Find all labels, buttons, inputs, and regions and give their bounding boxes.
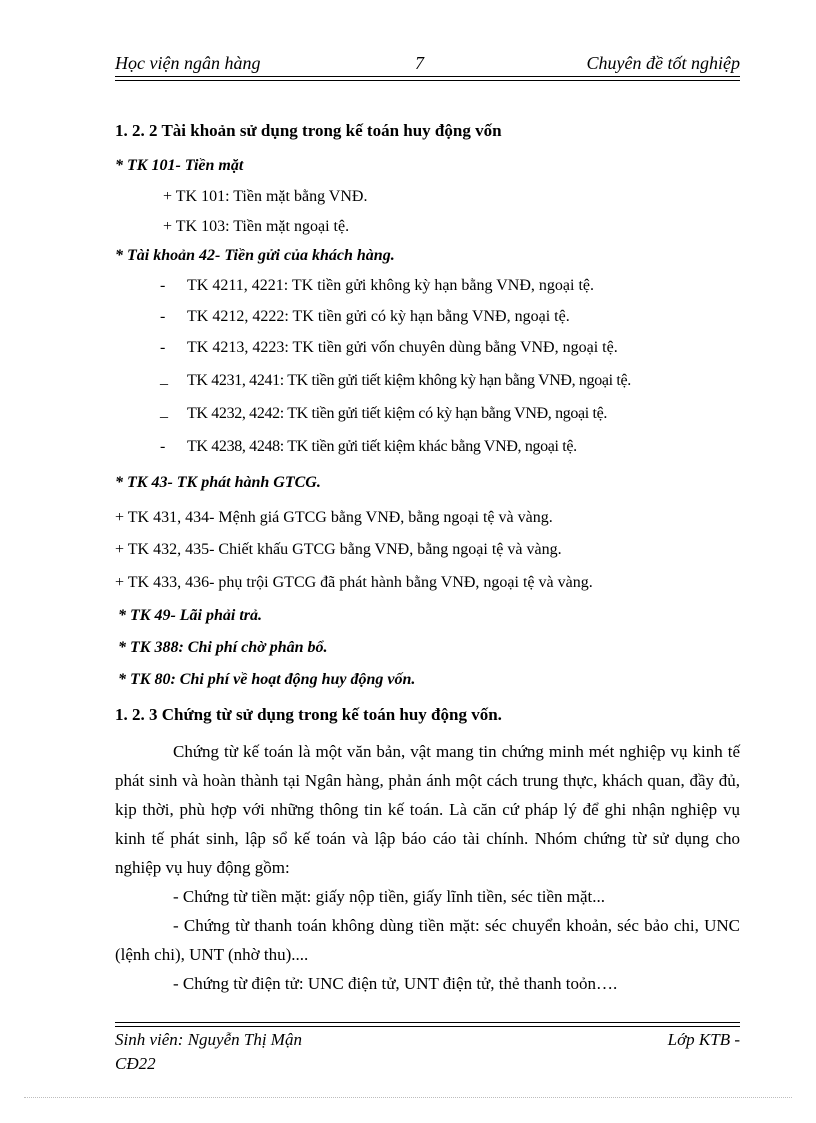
- tk42-bullet: _: [160, 370, 168, 387]
- page-header: [115, 50, 740, 78]
- voucher-cash-item: - Chứng từ tiền mặt: giấy nộp tiền, giấy lĩnh tiền, séc tiền mặt...: [173, 887, 606, 906]
- tk80-title: * TK 80: Chi phí về hoạt động huy động vốn.: [118, 671, 416, 688]
- tk101-item: + TK 101: Tiền mặt bằng VNĐ.: [163, 188, 368, 205]
- footer-student: Sinh viên: Nguyễn Thị Mận: [115, 1030, 302, 1049]
- page-footer: [115, 1028, 740, 1076]
- tk388-title: * TK 388: Chi phí chờ phân bổ.: [118, 639, 328, 656]
- tk42-bullet: -: [160, 339, 166, 356]
- tk43-item: + TK 433, 436- phụ trội GTCG đã phát hành bằng VNĐ, ngoại tệ và vàng.: [115, 574, 593, 591]
- tk42-item: TK 4213, 4223: TK tiền gửi vốn chuyên dùng bằng VNĐ, ngoại tệ.: [187, 339, 618, 356]
- tk43-item: + TK 432, 435- Chiết khấu GTCG bằng VNĐ, bằng ngoại tệ và vàng.: [115, 541, 562, 558]
- section-heading-122: 1. 2. 2 Tài khoản sử dụng trong kế toán huy động vốn: [115, 121, 502, 140]
- footer-rule-bottom: [115, 1026, 740, 1027]
- page-number: 7: [415, 53, 424, 73]
- tk42-item: TK 4238, 4248: TK tiền gửi tiết kiệm khác bằng VNĐ, ngoại tệ.: [187, 438, 577, 455]
- footer-class: Lớp KTB -: [667, 1030, 740, 1049]
- header-document-type: Chuyên đề tốt nghiệp: [586, 53, 740, 73]
- section-heading-123: 1. 2. 3 Chứng từ sử dụng trong kế toán huy động vốn.: [115, 705, 502, 724]
- paragraph-text: Chứng từ kế toán là một văn bản, vật mang tin chứng minh mét nghiệp vụ kinh tế phát sinh và hoàn thành tại Ngân hàng, phản ánh một cách trung thực, khách quan, đầy đủ, kịp thời, phù hợp với những thông tin kế toán. Là căn cứ pháp lý để ghi nhận nghiệp vụ kinh tế phát sinh, lập sổ kế toán và lập báo cáo tài chính. Nhóm chứng từ sử dụng cho nghiệp vụ huy động gồm:: [115, 742, 740, 877]
- tk42-item: TK 4212, 4222: TK tiền gửi có kỳ hạn bằng VNĐ, ngoại tệ.: [187, 308, 570, 325]
- tk42-bullet: -: [160, 277, 166, 294]
- tk43-item: + TK 431, 434- Mệnh giá GTCG bằng VNĐ, bằng ngoại tệ và vàng.: [115, 509, 553, 526]
- tk42-item: TK 4211, 4221: TK tiền gửi không kỳ hạn bằng VNĐ, ngoại tệ.: [187, 277, 594, 294]
- voucher-noncash-item: - Chứng từ thanh toán không dùng tiền mặt: séc chuyển khoản, séc bảo chi, UNC (lệnh chi), UNT (nhờ thu)....: [115, 916, 740, 964]
- header-rule-top: [115, 76, 740, 77]
- tk42-item: TK 4231, 4241: TK tiền gửi tiết kiệm không kỳ hạn bằng VNĐ, ngoại tệ.: [187, 372, 631, 389]
- tk49-title: * TK 49- Lãi phải trả.: [118, 607, 263, 624]
- header-rule-bottom: [115, 80, 740, 81]
- tk101-title: * TK 101- Tiền mặt: [115, 157, 244, 174]
- header-institution: Học viện ngân hàng: [115, 53, 261, 73]
- footer-class-code: CĐ22: [115, 1054, 156, 1073]
- body-paragraph: [115, 737, 740, 998]
- footer-rule-top: [115, 1022, 740, 1023]
- page-edge-divider: [24, 1097, 792, 1098]
- tk42-title: * Tài khoản 42- Tiền gửi của khách hàng.: [115, 247, 395, 264]
- voucher-electronic-item: - Chứng từ điện tử: UNC điện tử, UNT điện tử, thẻ thanh toỏn….: [173, 974, 618, 993]
- tk42-bullet: -: [160, 308, 166, 325]
- tk42-bullet: _: [160, 403, 168, 420]
- tk43-title: * TK 43- TK phát hành GTCG.: [115, 474, 321, 491]
- tk42-bullet: -: [160, 438, 166, 455]
- tk42-item: TK 4232, 4242: TK tiền gửi tiết kiệm có kỳ hạn bằng VNĐ, ngoại tệ.: [187, 405, 608, 422]
- tk103-item: + TK 103: Tiền mặt ngoại tệ.: [163, 218, 350, 235]
